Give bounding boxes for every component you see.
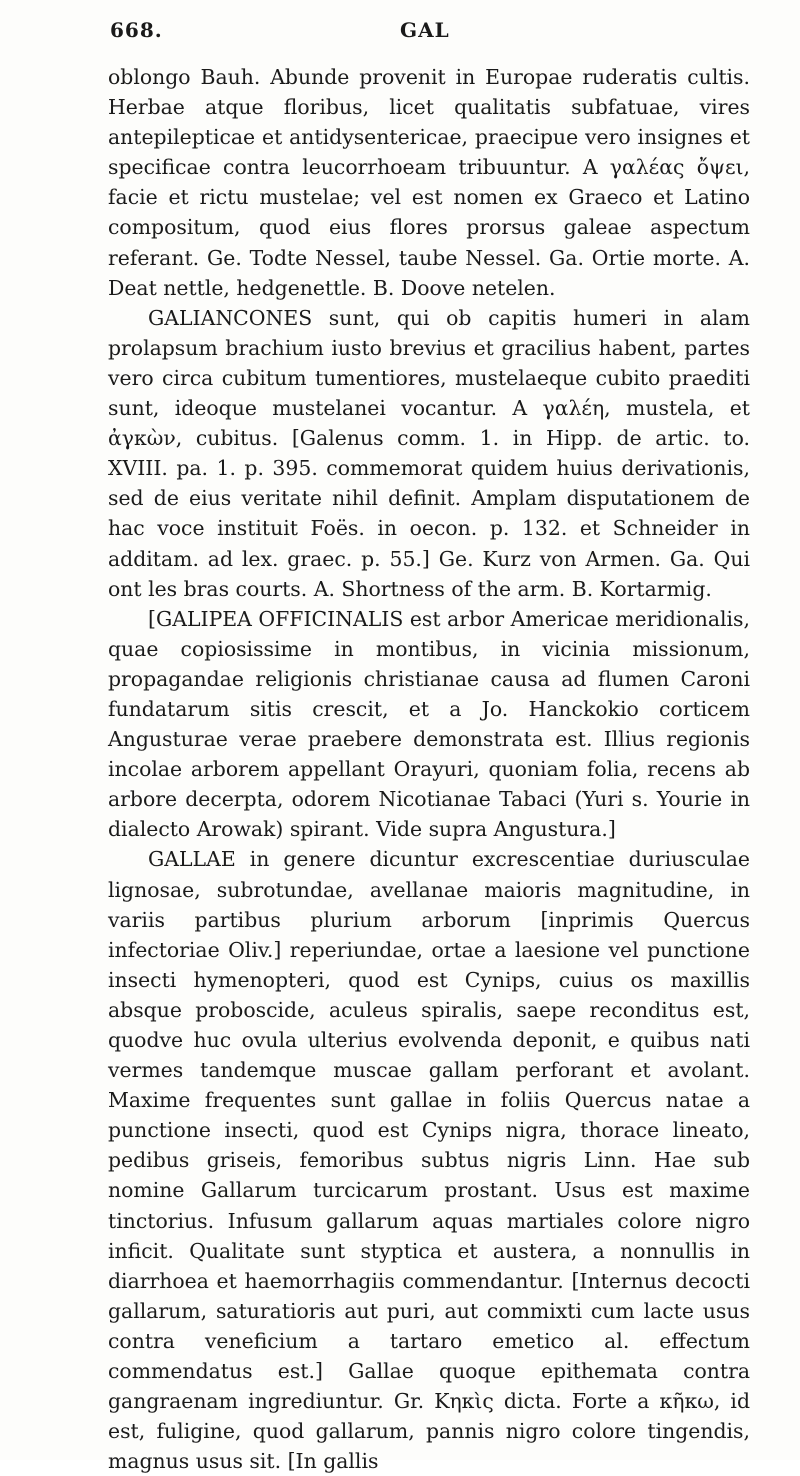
running-head: GAL [400, 18, 450, 42]
entry-paragraph-galeopsis-continued: oblongo Bauh. Abunde provenit in Europae ruderatis cultis. Herbae atque floribus, licet qualitatis subfatuae, vires antepilepticae et antidysentericae, praecipue vero insignes et specificae contra leucorrhoeam tribuuntur. A γαλέας ὄψει, facie et rictu mustelae; vel est nomen ex Graeco et Latino compositum, quod eius flores prorsus galeae aspectum referant. Ge. Todte Nessel, taube Nessel. Ga. Ortie morte. A. Deat nettle, hedgenettle. B. Doove netelen. [108, 65, 750, 300]
text-body [108, 62, 750, 1476]
page-header [110, 18, 750, 48]
entry-paragraph-galiancones: GALIANCONES sunt, qui ob capitis humeri in alam prolapsum brachium iusto brevius et gracilius habent, partes vero circa cubitum tumentiores, mustelaeque cubito praediti sunt, ideoque mustelanei vocantur. A γαλέη, mustela, et ἀγκὼν, cubitus. [Galenus comm. 1. in Hipp. de artic. to. XVIII. pa. 1. p. 395. commemorat quidem huius derivationis, sed de eius veritate nihil definit. Amplam disputationem de hac voce instituit Foës. in oecon. p. 132. et Schneider in additam. ad lex. graec. p. 55.] Ge. Kurz von Armen. Ga. Qui ont les bras courts. A. Shortness of the arm. B. Kortarmig. [108, 305, 750, 601]
entry-paragraph-galipea: [GALIPEA OFFICINALIS est arbor Americae meridionalis, quae copiosissime in montibus, in vicinia missionum, propagandae religionis christianae causa ad flumen Caroni fundatarum sitis crescit, et a Jo. Hanckokio corticem Angusturae verae praebere demonstrata est. Illius regionis incolae arborem appellant Orayuri, quoniam folia, recens ab arbore decerpta, odorem Nicotianae Tabaci (Yuri s. Yourie in dialecto Arowak) spirant. Vide supra Angustura.] [108, 606, 750, 842]
page-number: 668. [110, 18, 163, 42]
entry-paragraph-gallae: GALLAE in genere dicuntur excrescentiae duriusculae lignosae, subrotundae, avellanae maioris magnitudine, in variis partibus plurium arborum [inprimis Quercus infectoriae Oliv.] reperiundae, ortae a laesione vel punctione insecti hymenopteri, quod est Cynips, cuius os maxillis absque proboscide, aculeus spiralis, saepe reconditus est, quodve huc ovula ulterius evolvenda deponit, e quibus nati vermes tandemque muscae gallam perforant et avolant. Maxime frequentes sunt gallae in foliis Quercus natae a punctione insecti, quod est Cynips nigra, thorace lineato, pedibus griseis, femoribus subtus nigris Linn. Hae sub nomine Gallarum turcicarum prostant. Usus est maxime tinctorius. Infusum gallarum aquas martiales colore nigro inficit. Qualitate sunt styptica et austera, a nonnullis in diarrhoea et haemorrhagiis commendantur. [Internus decocti gallarum, saturatioris aut puri, aut commixti cum lacte usus contra veneficium a tartaro emetico al. effectum commendatus est.] Gallae quoque epithemata contra gangraenam ingrediuntur. Gr. Κηκὶς dicta. Forte a κῆκω, id est, fuligine, quod gallarum, pannis nigro colore tingendis, magnus usus sit. [In gallis [108, 847, 750, 1474]
